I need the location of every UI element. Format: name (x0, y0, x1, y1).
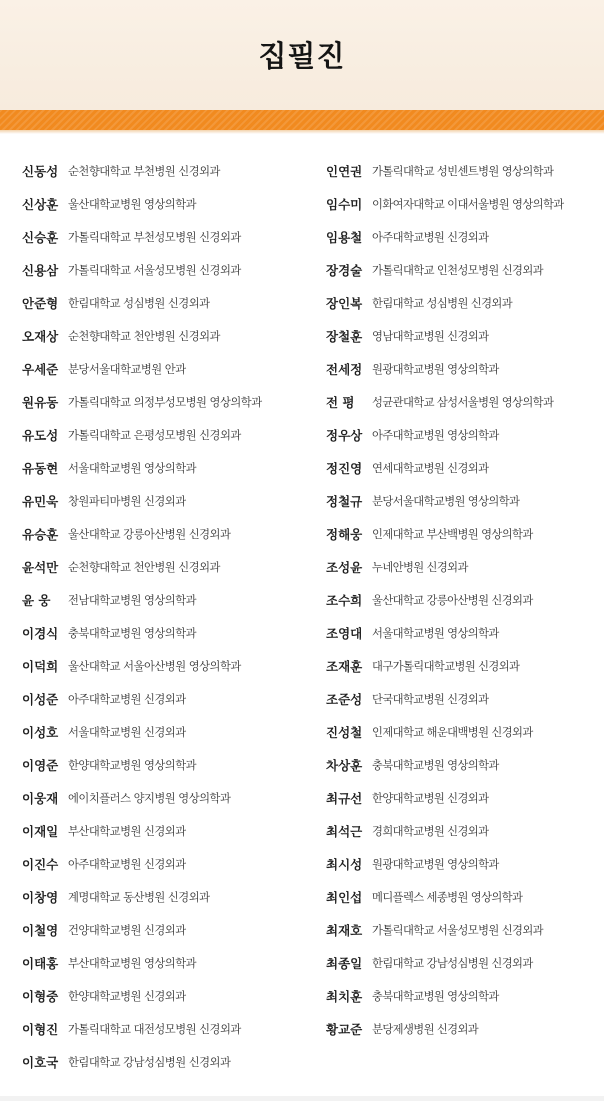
author-entry (326, 1012, 600, 1045)
author-entry (22, 649, 312, 682)
author-name: 이재일 (22, 823, 59, 839)
header-banner (0, 0, 604, 110)
author-entry (326, 451, 600, 484)
author-affiliation: 분당제생병원 신경외과 (372, 1022, 479, 1036)
author-entry (326, 649, 600, 682)
author-affiliation: 서울대학교병원 신경외과 (68, 725, 186, 739)
author-name: 장인복 (326, 295, 363, 311)
author-name: 이철영 (22, 922, 59, 938)
author-name: 이성호 (22, 724, 59, 740)
author-name: 이형중 (22, 988, 59, 1004)
author-name: 전 평 (326, 394, 355, 410)
author-affiliation: 이화여자대학교 이대서울병원 영상의학과 (372, 197, 564, 211)
author-entry (326, 748, 600, 781)
author-affiliation: 분당서울대학교병원 영상의학과 (372, 494, 520, 508)
author-affiliation: 전남대학교병원 영상의학과 (68, 593, 197, 607)
author-entry (326, 154, 600, 187)
author-affiliation: 연세대학교병원 신경외과 (372, 461, 489, 475)
author-entry (326, 946, 600, 979)
author-affiliation: 울산대학교 강릉아산병원 신경외과 (372, 593, 533, 607)
author-affiliation: 분당서울대학교병원 안과 (68, 362, 186, 376)
author-affiliation: 부산대학교병원 영상의학과 (68, 956, 197, 970)
author-entry (326, 979, 600, 1012)
author-entry (22, 583, 312, 616)
author-affiliation: 단국대학교병원 신경외과 (372, 692, 489, 706)
author-name: 최재호 (326, 922, 363, 938)
author-name: 이경식 (22, 625, 59, 641)
author-entry (22, 154, 312, 187)
author-affiliation: 아주대학교병원 영상의학과 (372, 428, 499, 442)
author-entry (22, 220, 312, 253)
author-affiliation: 계명대학교 동산병원 신경외과 (68, 890, 210, 904)
author-name: 이창영 (22, 889, 59, 905)
author-entry (22, 616, 312, 649)
author-name: 이태홍 (22, 955, 59, 971)
author-affiliation: 건양대학교병원 신경외과 (68, 923, 186, 937)
author-entry (22, 913, 312, 946)
author-entry (22, 253, 312, 286)
author-entry (326, 220, 600, 253)
author-affiliation: 가톨릭대학교 의정부성모병원 영상의학과 (68, 395, 262, 409)
author-name: 최규선 (326, 790, 363, 806)
author-entry (22, 781, 312, 814)
author-entry (22, 385, 312, 418)
author-affiliation: 누네안병원 신경외과 (372, 560, 468, 574)
author-affiliation: 순천향대학교 천안병원 신경외과 (68, 329, 220, 343)
author-name: 유동현 (22, 460, 59, 476)
author-entry (326, 418, 600, 451)
author-affiliation: 가톨릭대학교 성빈센트병원 영상의학과 (372, 164, 554, 178)
author-affiliation: 한양대학교병원 신경외과 (372, 791, 489, 805)
author-affiliation: 에이치플러스 양지병원 영상의학과 (68, 791, 231, 805)
author-name: 이호국 (22, 1054, 59, 1070)
author-name: 최종일 (326, 955, 363, 971)
author-affiliation: 아주대학교병원 신경외과 (372, 230, 489, 244)
author-affiliation: 영남대학교병원 신경외과 (372, 329, 489, 343)
author-entry (22, 517, 312, 550)
author-affiliation: 가톨릭대학교 서울성모병원 신경외과 (68, 263, 241, 277)
author-entry (326, 847, 600, 880)
author-affiliation: 가톨릭대학교 부천성모병원 신경외과 (68, 230, 241, 244)
author-name: 정우상 (326, 427, 363, 443)
author-entry (22, 682, 312, 715)
author-entry (326, 682, 600, 715)
author-entry (22, 1045, 312, 1078)
author-affiliation: 울산대학교 강릉아산병원 신경외과 (68, 527, 231, 541)
author-entry (22, 451, 312, 484)
author-affiliation: 충북대학교병원 영상의학과 (372, 758, 499, 772)
author-entry (22, 286, 312, 319)
author-name: 이형진 (22, 1021, 59, 1037)
author-affiliation: 충북대학교병원 영상의학과 (372, 989, 499, 1003)
author-name: 차상훈 (326, 757, 363, 773)
author-name: 조영대 (326, 625, 363, 641)
orange-divider-band (0, 110, 604, 130)
author-affiliation: 아주대학교병원 신경외과 (68, 857, 186, 871)
author-name: 정철규 (326, 493, 363, 509)
author-affiliation: 한림대학교 성심병원 신경외과 (372, 296, 513, 310)
author-entry (22, 880, 312, 913)
author-affiliation: 부산대학교병원 신경외과 (68, 824, 186, 838)
author-entry (326, 880, 600, 913)
author-entry (326, 550, 600, 583)
author-entry (326, 385, 600, 418)
author-name: 원유동 (22, 394, 59, 410)
author-name: 조성윤 (326, 559, 363, 575)
author-name: 최석근 (326, 823, 363, 839)
author-affiliation: 순천향대학교 부천병원 신경외과 (68, 164, 220, 178)
author-name: 조수희 (326, 592, 363, 608)
author-name: 최인섭 (326, 889, 363, 905)
author-entry (22, 550, 312, 583)
page-title: 집필진 (258, 39, 346, 73)
author-entry (326, 187, 600, 220)
author-affiliation: 아주대학교병원 신경외과 (68, 692, 186, 706)
author-entry (326, 715, 600, 748)
author-entry (326, 253, 600, 286)
author-name: 윤석만 (22, 559, 59, 575)
author-name: 유승훈 (22, 526, 59, 542)
author-affiliation: 가톨릭대학교 인천성모병원 신경외과 (372, 263, 543, 277)
author-name: 정해웅 (326, 526, 363, 542)
author-name: 이진수 (22, 856, 59, 872)
author-name: 조준성 (326, 691, 363, 707)
author-entry (22, 418, 312, 451)
author-entry (22, 187, 312, 220)
author-affiliation: 경희대학교병원 신경외과 (372, 824, 489, 838)
author-affiliation: 한림대학교 강남성심병원 신경외과 (372, 956, 533, 970)
author-affiliation: 메디플렉스 세종병원 영상의학과 (372, 890, 523, 904)
author-entry (326, 814, 600, 847)
author-name: 우세준 (22, 361, 59, 377)
author-affiliation: 한림대학교 성심병원 신경외과 (68, 296, 210, 310)
author-entry (22, 814, 312, 847)
author-name: 임수미 (326, 196, 363, 212)
author-affiliation: 창원파티마병원 신경외과 (68, 494, 186, 508)
author-entry (22, 715, 312, 748)
author-name: 이성준 (22, 691, 59, 707)
author-affiliation: 한림대학교 강남성심병원 신경외과 (68, 1055, 231, 1069)
author-name: 안준형 (22, 295, 59, 311)
footer-divider (0, 1096, 604, 1101)
author-entry (326, 352, 600, 385)
author-list-left (22, 154, 312, 1078)
author-affiliation: 가톨릭대학교 서울성모병원 신경외과 (372, 923, 543, 937)
author-name: 인연권 (326, 163, 363, 179)
author-affiliation: 한양대학교병원 영상의학과 (68, 758, 197, 772)
author-affiliation: 서울대학교병원 영상의학과 (372, 626, 499, 640)
author-affiliation: 순천향대학교 천안병원 신경외과 (68, 560, 220, 574)
author-name: 오재상 (22, 328, 59, 344)
author-entry (326, 286, 600, 319)
author-list-right (326, 154, 600, 1045)
author-affiliation: 성균관대학교 삼성서울병원 영상의학과 (372, 395, 554, 409)
author-affiliation: 원광대학교병원 영상의학과 (372, 362, 499, 376)
author-entry (22, 1012, 312, 1045)
author-name: 이덕희 (22, 658, 59, 674)
author-affiliation: 가톨릭대학교 은평성모병원 신경외과 (68, 428, 241, 442)
author-affiliation: 충북대학교병원 영상의학과 (68, 626, 197, 640)
author-name: 장경술 (326, 262, 363, 278)
author-entry (326, 484, 600, 517)
author-name: 황교준 (326, 1021, 363, 1037)
author-entry (22, 484, 312, 517)
band-shadow (0, 130, 604, 134)
author-name: 유민욱 (22, 493, 59, 509)
author-name: 유도성 (22, 427, 59, 443)
author-affiliation: 서울대학교병원 영상의학과 (68, 461, 197, 475)
author-affiliation: 대구가톨릭대학교병원 신경외과 (372, 659, 520, 673)
author-name: 이웅재 (22, 790, 59, 806)
author-entry (326, 913, 600, 946)
author-name: 신동성 (22, 163, 59, 179)
author-entry (22, 319, 312, 352)
author-entry (22, 352, 312, 385)
author-name: 이영준 (22, 757, 59, 773)
author-entry (326, 517, 600, 550)
author-name: 전세정 (326, 361, 363, 377)
author-entry (22, 847, 312, 880)
author-name: 신상훈 (22, 196, 59, 212)
author-name: 신승훈 (22, 229, 59, 245)
author-entry (326, 616, 600, 649)
author-name: 장철훈 (326, 328, 363, 344)
author-entry (326, 319, 600, 352)
author-affiliation: 가톨릭대학교 대전성모병원 신경외과 (68, 1022, 241, 1036)
author-entry (326, 781, 600, 814)
author-name: 진성철 (326, 724, 363, 740)
author-affiliation: 울산대학교병원 영상의학과 (68, 197, 197, 211)
author-name: 조재훈 (326, 658, 363, 674)
author-affiliation: 울산대학교 서울아산병원 영상의학과 (68, 659, 241, 673)
author-affiliation: 인제대학교 부산백병원 영상의학과 (372, 527, 533, 541)
author-name: 정진영 (326, 460, 363, 476)
author-name: 윤 웅 (22, 592, 51, 608)
author-name: 최시성 (326, 856, 363, 872)
author-entry (326, 583, 600, 616)
author-affiliation: 원광대학교병원 영상의학과 (372, 857, 499, 871)
author-entry (22, 979, 312, 1012)
author-name: 신용삼 (22, 262, 59, 278)
author-entry (22, 748, 312, 781)
author-name: 최치훈 (326, 988, 363, 1004)
author-affiliation: 한양대학교병원 신경외과 (68, 989, 186, 1003)
author-name: 임용철 (326, 229, 363, 245)
author-affiliation: 인제대학교 해운대백병원 신경외과 (372, 725, 533, 739)
author-entry (22, 946, 312, 979)
